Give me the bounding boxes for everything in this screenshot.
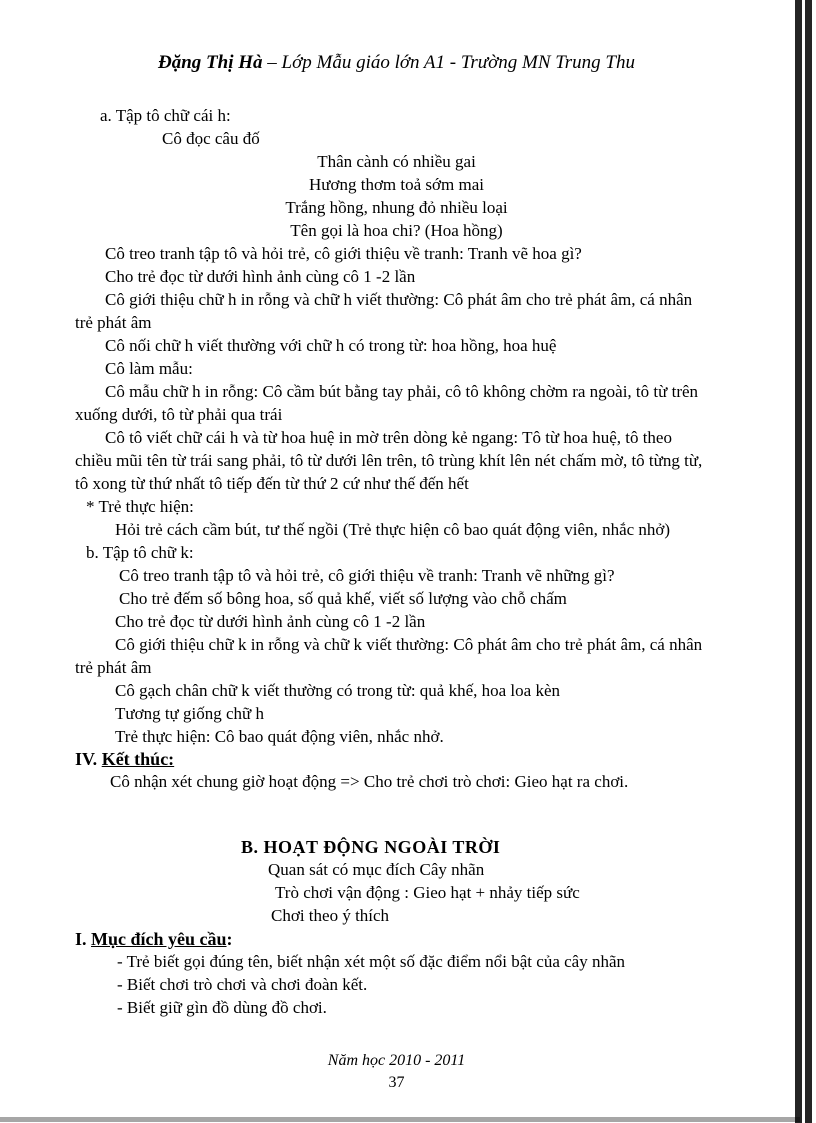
paragraph-line: Cho trẻ đếm số bông hoa, số quả khế, viết số lượng vào chỗ chấm	[119, 589, 567, 608]
part-b-line: Chơi theo ý thích	[271, 906, 390, 925]
riddle-line: Thân cành có nhiều gai	[317, 152, 476, 171]
page-header	[0, 52, 793, 74]
list-item: - Biết chơi trò chơi và chơi đoàn kết.	[117, 975, 368, 994]
paragraph-line: Cô treo tranh tập tô và hỏi trẻ, cô giới thiệu về tranh: Tranh vẽ những gì?	[119, 566, 615, 585]
paragraph-line: Cô tô viết chữ cái h và từ hoa huệ in mờ trên dòng kẻ ngang: Tô từ hoa huệ, tô theo	[105, 428, 672, 447]
paragraph-line: trẻ phát âm	[75, 658, 152, 677]
section-i-number: I.	[75, 929, 92, 949]
paragraph-line: Cô treo tranh tập tô và hỏi trẻ, cô giới thiệu về tranh: Tranh vẽ hoa gì?	[105, 244, 582, 263]
section-a-intro: Cô đọc câu đố	[162, 129, 260, 148]
paragraph-line: Cô giới thiệu chữ k in rỗng và chữ k viết thường: Cô phát âm cho trẻ phát âm, cá nhân	[115, 635, 703, 654]
section-b-title: b. Tập tô chữ k:	[86, 543, 194, 562]
paragraph-line: chiều mũi tên từ trái sang phải, tô từ dưới lên trên, tô trùng khít lên nét chấm mờ, tô từng từ,	[75, 451, 703, 470]
paragraph-line: tô xong từ thứ nhất tô tiếp đến từ thứ 2 cứ như thế đến hết	[75, 474, 469, 493]
footer-school-year: Năm học 2010 - 2011	[327, 1052, 466, 1069]
part-b-line: Trò chơi vận động : Gieo hạt + nhảy tiếp sức	[275, 883, 580, 902]
section-iv-heading	[75, 748, 174, 770]
part-b-line: Quan sát có mục đích Cây nhãn	[268, 860, 485, 879]
paragraph-line: Cô mẫu chữ h in rỗng: Cô cầm bút bằng tay phải, cô tô không chờm ra ngoài, tô từ trên	[105, 382, 699, 401]
section-iv-number: IV.	[75, 749, 102, 769]
paragraph-line: Cô giới thiệu chữ h in rỗng và chữ h viết thường: Cô phát âm cho trẻ phát âm, cá nhân	[105, 290, 693, 309]
riddle-line: Tên gọi là hoa chi? (Hoa hồng)	[290, 221, 503, 240]
list-item: - Biết giữ gìn đồ dùng đồ chơi.	[117, 998, 327, 1017]
section-i-colon: :	[226, 929, 233, 949]
paragraph-line: xuống dưới, tô từ phải qua trái	[75, 405, 283, 424]
section-iv-title: Kết thúc:	[101, 749, 175, 769]
paragraph-line: Trẻ thực hiện: Cô bao quát động viên, nhắc nhở.	[115, 727, 444, 746]
section-iv-text: Cô nhận xét chung giờ hoạt động => Cho trẻ chơi trò chơi: Gieo hạt ra chơi.	[110, 772, 629, 791]
practice-title: * Trẻ thực hiện:	[86, 497, 194, 516]
page-number: 37	[388, 1074, 405, 1091]
decorative-border-bottom	[0, 1116, 800, 1123]
riddle-line: Hương thơm toả sớm mai	[308, 175, 484, 194]
paragraph-line: Cho trẻ đọc từ dưới hình ảnh cùng cô 1 -2 lần	[115, 612, 426, 631]
section-i-title: Mục đích yêu cầu	[91, 929, 227, 949]
paragraph-line: Tương tự giống chữ h	[115, 704, 265, 723]
paragraph-line: Cô nối chữ h viết thường với chữ h có trong từ: hoa hồng, hoa huệ	[105, 336, 557, 355]
decorative-border-right	[793, 0, 816, 1123]
list-item: - Trẻ biết gọi đúng tên, biết nhận xét một số đặc điểm nổi bật của cây nhãn	[117, 952, 625, 971]
header-info: – Lớp Mẫu giáo lớn A1 - Trường MN Trung Thu	[262, 52, 635, 73]
paragraph-line: Cho trẻ đọc từ dưới hình ảnh cùng cô 1 -2 lần	[105, 267, 416, 286]
header-author: Đặng Thị Hà	[158, 52, 263, 73]
paragraph-line: Cô gạch chân chữ k viết thường có trong từ: quả khế, hoa loa kèn	[115, 681, 560, 700]
riddle-line: Trắng hồng, nhung đỏ nhiều loại	[285, 198, 508, 217]
section-a-title: a. Tập tô chữ cái h:	[100, 106, 231, 125]
section-i-heading	[75, 928, 233, 950]
practice-text: Hỏi trẻ cách cầm bút, tư thế ngồi (Trẻ thực hiện cô bao quát động viên, nhắc nhở)	[115, 520, 671, 539]
paragraph-line: Cô làm mẫu:	[105, 359, 193, 378]
part-b-title: B. HOẠT ĐỘNG NGOÀI TRỜI	[241, 837, 501, 857]
paragraph-line: trẻ phát âm	[75, 313, 152, 332]
